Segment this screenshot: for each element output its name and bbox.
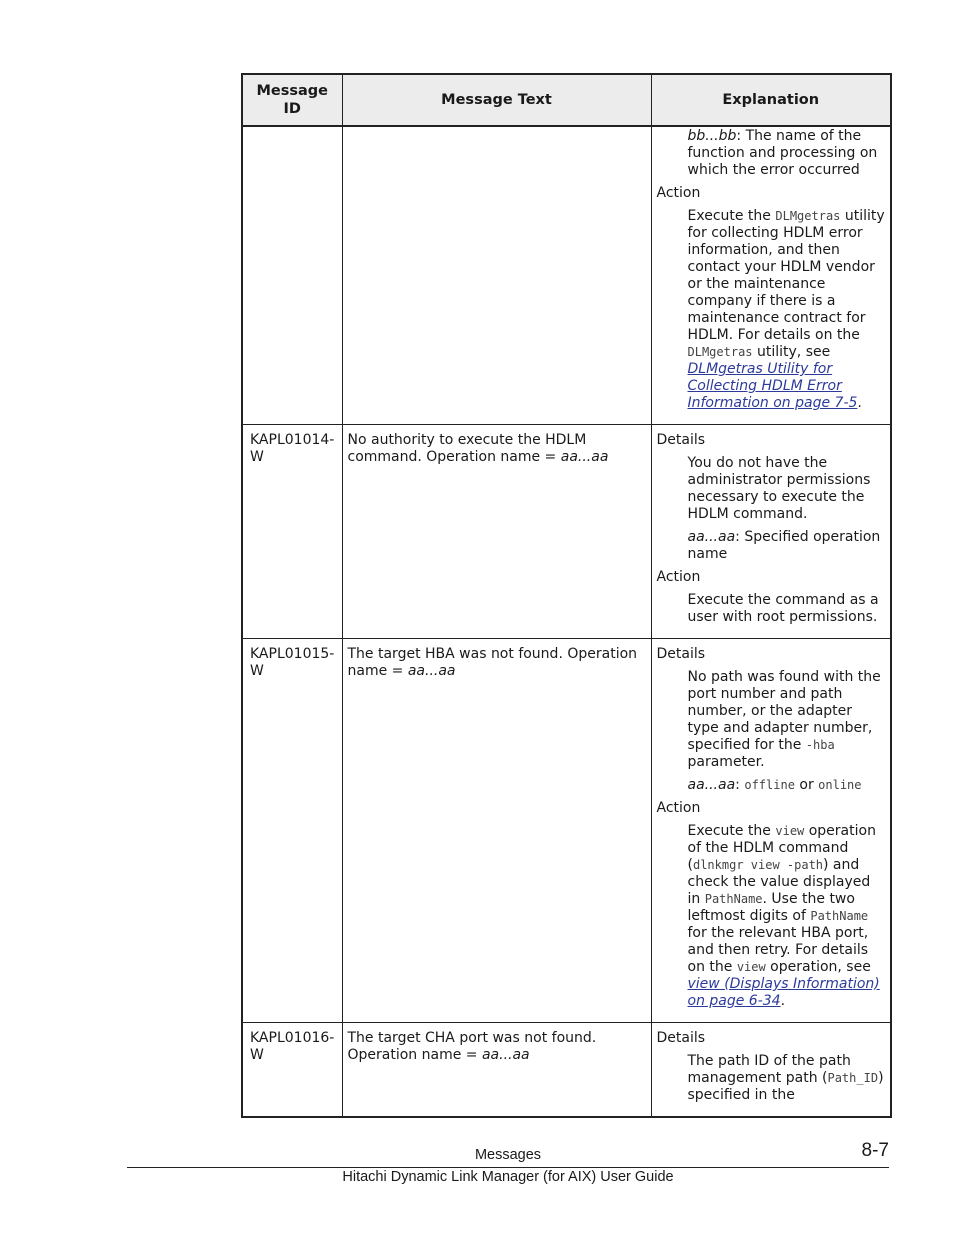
variable-name: aa...aa	[481, 1047, 530, 1063]
text-fragment: .	[780, 993, 786, 1009]
variable-name: aa...aa	[687, 529, 736, 545]
text-fragment: Execute the	[687, 208, 776, 224]
text-fragment: operation, see	[765, 959, 871, 975]
variable-name: aa...aa	[687, 777, 736, 793]
text-fragment: . Use the two leftmost digits of	[687, 891, 855, 924]
table-row	[242, 1023, 891, 1118]
header-explanation: Explanation	[651, 74, 891, 126]
message-text-cell	[342, 639, 651, 1023]
code-fragment: DLMgetras	[687, 345, 753, 359]
variable-name: aa...aa	[407, 663, 456, 679]
page-number: 8-7	[861, 1140, 889, 1161]
header-message-id: Message ID	[242, 74, 342, 126]
table-row	[242, 639, 891, 1023]
explanation-cell	[651, 425, 891, 639]
text-fragment: The target CHA port was not found. Operation name =	[347, 1030, 597, 1063]
text-fragment: utility for collecting HDLM error information, and then contact your HDLM vendor or the maintenance company if there is a maintenance contract for HDLM. For details on the	[687, 208, 885, 343]
message-id-cell: KAPL01016-W	[242, 1023, 342, 1118]
table-row-continuation	[242, 126, 891, 425]
variable-description	[657, 777, 886, 794]
action-text	[657, 208, 886, 412]
text-fragment: parameter.	[687, 754, 765, 770]
code-fragment: online	[818, 778, 862, 792]
id-cell-empty	[242, 126, 342, 425]
message-text-cell	[342, 425, 651, 639]
action-label: Action	[656, 569, 701, 585]
variable-desc-text: : The name of the function and processing on which the error occurred	[687, 128, 878, 178]
message-table	[241, 73, 892, 1118]
code-fragment: view	[736, 960, 766, 974]
code-fragment: -hba	[805, 738, 835, 752]
cross-reference-link[interactable]: DLMgetras Utility for Collecting HDLM Error Information on page 7-5	[687, 361, 858, 411]
text-fragment: The target HBA was not found. Operation name =	[347, 646, 638, 679]
text-fragment: .	[857, 395, 862, 411]
text-cell-empty	[342, 126, 651, 425]
code-fragment: PathName	[704, 892, 763, 906]
text-fragment: :	[735, 777, 745, 793]
text-fragment: The path ID of the path management path (	[687, 1053, 851, 1086]
details-text	[657, 1053, 886, 1104]
action-label: Action	[656, 800, 701, 816]
header-message-text: Message Text	[342, 74, 651, 126]
text-fragment: operation of the HDLM command (	[687, 823, 876, 873]
code-fragment: dlnkmgr view -path	[692, 858, 824, 872]
action-label: Action	[656, 185, 701, 201]
message-text-cell	[342, 1023, 651, 1118]
footer-document-title: Hitachi Dynamic Link Manager (for AIX) User Guide	[342, 1169, 674, 1185]
code-fragment: DLMgetras	[775, 209, 841, 223]
text-fragment: ) specified in the	[687, 1070, 884, 1103]
details-label: Details	[656, 646, 706, 662]
footer-section-name: Messages	[474, 1147, 542, 1163]
code-fragment: offline	[744, 778, 795, 792]
cross-reference-link[interactable]: view (Displays Information) on page 6-34	[687, 976, 880, 1009]
footer-divider	[127, 1167, 889, 1168]
variable-name: bb...bb	[687, 128, 737, 144]
code-fragment: Path_ID	[827, 1071, 879, 1085]
text-fragment: utility, see	[752, 344, 831, 360]
variable-description	[657, 128, 886, 179]
text-fragment: No authority to execute the HDLM command. Operation name =	[347, 432, 587, 465]
details-text: You do not have the administrator permissions necessary to execute the HDLM command.	[687, 455, 871, 522]
explanation-cell	[651, 126, 891, 425]
text-fragment: for the relevant HBA port, and then retry. For details on the	[687, 925, 869, 975]
variable-description	[657, 529, 886, 563]
details-label: Details	[656, 1030, 706, 1046]
details-label: Details	[656, 432, 706, 448]
message-id-cell: KAPL01014-W	[242, 425, 342, 639]
explanation-cell	[651, 1023, 891, 1118]
text-fragment: or	[794, 777, 819, 793]
message-id-cell: KAPL01015-W	[242, 639, 342, 1023]
action-text: Execute the command as a user with root permissions.	[687, 592, 879, 625]
action-text	[657, 823, 886, 1010]
text-fragment: ) and check the value displayed in	[687, 857, 871, 907]
variable-desc-text: : Specified operation name	[687, 529, 881, 562]
table-row	[242, 425, 891, 639]
code-fragment: PathName	[810, 909, 869, 923]
table-header-row	[242, 74, 891, 126]
explanation-cell	[651, 639, 891, 1023]
text-fragment: No path was found with the port number and path number, or the adapter type and adapter number, specified for the	[687, 669, 881, 753]
text-fragment: Execute the	[687, 823, 776, 839]
variable-name: aa...aa	[560, 449, 609, 465]
code-fragment: view	[775, 824, 805, 838]
details-text	[657, 669, 886, 771]
